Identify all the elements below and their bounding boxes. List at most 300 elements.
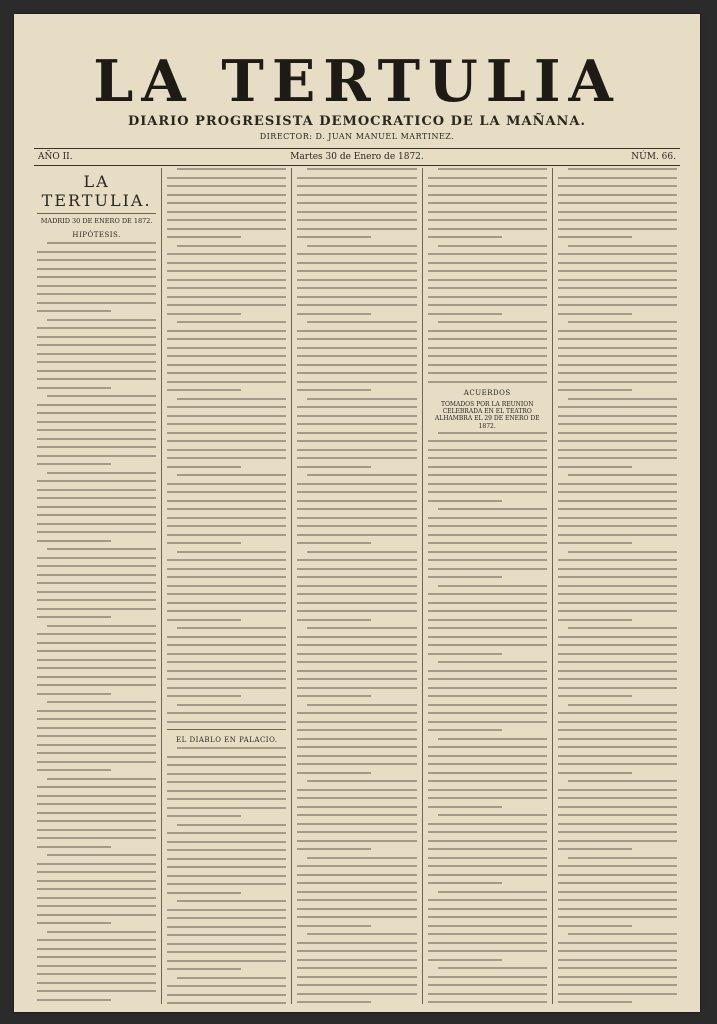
text-line: [167, 798, 286, 800]
text-line: [167, 687, 286, 689]
text-line: [428, 993, 547, 995]
column-4: [423, 168, 553, 1004]
text-line: [37, 642, 156, 644]
text-line: [307, 857, 416, 859]
text-line: [167, 491, 286, 493]
text-line: [37, 897, 156, 899]
text-line: [37, 888, 156, 890]
text-line: [428, 636, 547, 638]
text-line: [438, 321, 547, 323]
text-line: [167, 525, 286, 527]
text-line: [167, 712, 286, 714]
text-line: [167, 381, 286, 383]
text-line: [428, 483, 547, 485]
text-line: [37, 523, 156, 525]
text-line: [167, 364, 286, 366]
text-line: [558, 440, 677, 442]
text-line: [428, 372, 547, 374]
text-line: [428, 313, 502, 315]
text-line: [47, 548, 156, 550]
text-line: [37, 956, 156, 958]
text-line: [297, 670, 416, 672]
text-line: [167, 773, 286, 775]
text-line: [297, 491, 416, 493]
text-line: [428, 653, 502, 655]
text-line: [558, 797, 677, 799]
text-line: [428, 593, 547, 595]
text-line: [558, 746, 677, 748]
text-line: [47, 931, 156, 933]
text-line: [167, 253, 286, 255]
text-line: [167, 832, 286, 834]
text-line: [47, 472, 156, 474]
text-line: [428, 185, 547, 187]
text-line: [167, 432, 286, 434]
text-line: [297, 976, 416, 978]
text-line: [297, 253, 416, 255]
text-line: [558, 619, 632, 621]
text-line: [297, 916, 416, 918]
text-line: [558, 457, 677, 459]
text-line: [438, 585, 547, 587]
text-line: [438, 967, 547, 969]
text-line: [428, 381, 547, 383]
text-line: [428, 627, 547, 629]
text-line: [558, 763, 677, 765]
text-line: [167, 1002, 286, 1004]
text-line: [297, 797, 416, 799]
text-line: [428, 644, 547, 646]
text-line: [558, 670, 677, 672]
text-line: [167, 211, 286, 213]
text-line: [167, 406, 286, 408]
text-line: [428, 840, 547, 842]
text-line: [568, 168, 677, 170]
text-line: [558, 287, 677, 289]
text-line: [558, 296, 677, 298]
text-line: [558, 593, 677, 595]
text-line: [428, 466, 547, 468]
text-line: [37, 591, 156, 593]
text-line: [558, 449, 677, 451]
text-line: [297, 202, 416, 204]
text-line: [297, 789, 416, 791]
text-line: [297, 763, 416, 765]
text-line: [558, 891, 677, 893]
text-line: [37, 336, 156, 338]
text-line: [558, 772, 632, 774]
text-line: [297, 695, 371, 697]
text-line: [167, 678, 286, 680]
text-line: [37, 327, 156, 329]
text-line: [307, 627, 416, 629]
text-line: [37, 276, 156, 278]
text-line: [438, 508, 547, 510]
text-line: [37, 693, 111, 695]
text-line: [558, 678, 677, 680]
text-line: [558, 313, 632, 315]
text-line: [297, 279, 416, 281]
text-line: [297, 619, 371, 621]
text-line: [428, 347, 547, 349]
text-line: [558, 330, 677, 332]
text-line: [297, 687, 416, 689]
text-line: [167, 585, 286, 587]
text-line: [558, 882, 677, 884]
text-line: [167, 466, 241, 468]
text-line: [428, 525, 547, 527]
text-line: [297, 347, 416, 349]
text-line: [37, 820, 156, 822]
masthead-subtitle: DIARIO PROGRESISTA DEMOCRATICO DE LA MAÑANA.: [127, 114, 587, 129]
text-line: [167, 721, 286, 723]
text-line: [428, 602, 547, 604]
text-line: [37, 497, 156, 499]
text-line: [297, 389, 371, 391]
text-line: [568, 933, 677, 935]
text-line: [37, 982, 156, 984]
text-line: [37, 353, 156, 355]
text-line: [167, 372, 286, 374]
text-line: [428, 474, 547, 476]
text-line: [428, 925, 547, 927]
text-line: [47, 778, 156, 780]
text-line: [558, 211, 677, 213]
text-line: [428, 440, 547, 442]
text-line: [428, 695, 547, 697]
article-text: [428, 168, 547, 383]
text-line: [297, 925, 371, 927]
text-line: [167, 330, 286, 332]
text-line: [167, 355, 286, 357]
column-3: [292, 168, 422, 1004]
text-line: [558, 831, 677, 833]
text-line: [37, 684, 156, 686]
text-line: [37, 344, 156, 346]
text-line: [428, 619, 547, 621]
text-line: [37, 531, 156, 533]
text-line: [438, 891, 547, 893]
text-line: [37, 285, 156, 287]
text-line: [297, 959, 416, 961]
text-line: [37, 650, 156, 652]
text-line: [167, 934, 286, 936]
text-line: [428, 296, 547, 298]
text-line: [558, 687, 677, 689]
text-line: [297, 296, 416, 298]
text-line: [428, 670, 547, 672]
text-line: [297, 848, 371, 850]
text-line: [297, 593, 416, 595]
article-heading: EL DIABLO EN PALACIO.: [175, 736, 278, 744]
text-line: [37, 446, 156, 448]
text-line: [177, 474, 286, 476]
article-columns: [32, 168, 682, 1004]
text-line: [297, 967, 416, 969]
text-line: [558, 304, 677, 306]
text-line: [428, 763, 547, 765]
text-line: [167, 534, 286, 536]
text-line: [297, 891, 416, 893]
text-line: [297, 406, 416, 408]
text-line: [558, 568, 677, 570]
text-line: [297, 466, 371, 468]
text-line: [37, 455, 156, 457]
text-line: [428, 882, 502, 884]
text-line: [167, 866, 286, 868]
text-line: [167, 661, 286, 663]
text-line: [167, 943, 286, 945]
text-line: [428, 780, 547, 782]
text-line: [297, 262, 416, 264]
text-line: [568, 857, 677, 859]
text-line: [167, 593, 286, 595]
text-line: [37, 574, 156, 576]
text-line: [37, 973, 156, 975]
text-line: [428, 568, 547, 570]
text-line: [37, 310, 111, 312]
text-line: [37, 795, 156, 797]
text-line: [428, 551, 547, 553]
article-text: [558, 168, 677, 1004]
text-line: [297, 755, 416, 757]
text-line: [297, 440, 416, 442]
text-line: [167, 841, 286, 843]
text-line: [307, 474, 416, 476]
text-line: [37, 676, 156, 678]
text-line: [167, 653, 286, 655]
text-line: [167, 415, 286, 417]
text-line: [428, 500, 502, 502]
text-line: [558, 925, 632, 927]
text-line: [37, 582, 156, 584]
text-line: [297, 313, 371, 315]
text-line: [37, 786, 156, 788]
text-line: [428, 211, 547, 213]
text-line: [558, 423, 677, 425]
text-line: [558, 840, 677, 842]
text-line: [37, 506, 156, 508]
text-line: [428, 287, 547, 289]
text-line: [37, 965, 156, 967]
text-line: [428, 1001, 547, 1003]
text-line: [428, 712, 547, 714]
text-line: [167, 875, 286, 877]
text-line: [428, 449, 547, 451]
text-line: [297, 364, 416, 366]
text-line: [167, 313, 241, 315]
text-line: [167, 185, 286, 187]
text-line: [568, 780, 677, 782]
dateline-bar: [34, 148, 680, 166]
text-line: [568, 321, 677, 323]
issue-date: Martes 30 de Enero de 1872.: [290, 152, 424, 162]
text-line: [558, 236, 632, 238]
text-line: [297, 457, 416, 459]
text-line: [37, 599, 156, 601]
text-line: [297, 559, 416, 561]
text-line: [297, 806, 416, 808]
text-line: [297, 432, 416, 434]
text-line: [297, 678, 416, 680]
text-line: [167, 440, 286, 442]
divider: [167, 729, 286, 730]
text-line: [558, 602, 677, 604]
text-line: [297, 644, 416, 646]
text-line: [167, 892, 241, 894]
text-line: [167, 807, 286, 809]
text-line: [297, 823, 416, 825]
text-line: [167, 389, 241, 391]
issue-number: NÚM. 66.: [631, 152, 676, 162]
text-line: [297, 423, 416, 425]
text-line: [558, 976, 677, 978]
text-line: [167, 279, 286, 281]
text-line: [167, 202, 286, 204]
text-line: [37, 421, 156, 423]
text-line: [558, 738, 677, 740]
text-line: [167, 619, 241, 621]
text-line: [558, 262, 677, 264]
text-line: [297, 338, 416, 340]
text-line: [167, 177, 286, 179]
text-line: [167, 576, 286, 578]
text-line: [558, 347, 677, 349]
text-line: [297, 576, 416, 578]
text-line: [558, 279, 677, 281]
text-line: [558, 967, 677, 969]
text-line: [428, 848, 547, 850]
text-line: [558, 865, 677, 867]
text-line: [307, 168, 416, 170]
text-line: [297, 534, 416, 536]
text-line: [428, 559, 547, 561]
text-line: [558, 585, 677, 587]
column-1: [32, 168, 162, 1004]
text-line: [428, 177, 547, 179]
text-line: [297, 636, 416, 638]
text-line: [558, 806, 677, 808]
text-line: [558, 219, 677, 221]
newspaper-page: [14, 14, 700, 1012]
text-line: [558, 653, 677, 655]
text-line: [297, 381, 416, 383]
text-line: [37, 616, 111, 618]
text-line: [558, 177, 677, 179]
masthead-title: LA TERTULIA: [93, 48, 621, 115]
column-title: LA TERTULIA.: [37, 172, 156, 214]
text-line: [558, 338, 677, 340]
text-line: [167, 296, 286, 298]
text-line: [297, 738, 416, 740]
text-line: [438, 814, 547, 816]
text-line: [167, 194, 286, 196]
text-line: [37, 735, 156, 737]
text-line: [47, 625, 156, 627]
text-line: [558, 959, 677, 961]
text-line: [37, 812, 156, 814]
text-line: [47, 395, 156, 397]
text-line: [428, 984, 547, 986]
text-line: [307, 704, 416, 706]
text-line: [438, 168, 547, 170]
text-line: [558, 950, 677, 952]
text-line: [167, 483, 286, 485]
text-line: [37, 948, 156, 950]
text-line: [297, 177, 416, 179]
text-line: [297, 874, 416, 876]
text-line: [558, 491, 677, 493]
text-line: [37, 999, 111, 1001]
text-line: [297, 194, 416, 196]
text-line: [167, 926, 286, 928]
text-line: [297, 211, 416, 213]
text-line: [428, 338, 547, 340]
text-line: [428, 194, 547, 196]
text-line: [37, 761, 156, 763]
text-line: [37, 837, 156, 839]
text-line: [167, 960, 286, 962]
text-line: [37, 251, 156, 253]
text-line: [37, 922, 111, 924]
text-line: [558, 355, 677, 357]
text-line: [177, 398, 286, 400]
text-line: [37, 744, 156, 746]
text-line: [438, 432, 547, 434]
text-line: [428, 253, 547, 255]
text-line: [167, 951, 286, 953]
text-line: [297, 610, 416, 612]
text-line: [297, 602, 416, 604]
text-line: [37, 829, 156, 831]
text-line: [558, 534, 677, 536]
text-line: [428, 908, 547, 910]
text-line: [307, 245, 416, 247]
text-line: [428, 364, 547, 366]
text-line: [428, 457, 547, 459]
text-line: [297, 942, 416, 944]
text-line: [37, 404, 156, 406]
text-line: [297, 483, 416, 485]
text-line: [568, 398, 677, 400]
text-line: [428, 729, 502, 731]
text-line: [438, 245, 547, 247]
text-line: [568, 474, 677, 476]
text-line: [167, 968, 241, 970]
text-line: [167, 338, 286, 340]
text-line: [297, 508, 416, 510]
text-line: [37, 302, 156, 304]
text-line: [558, 517, 677, 519]
text-line: [568, 551, 677, 553]
article-text: [428, 432, 547, 1004]
text-line: [297, 219, 416, 221]
text-line: [37, 846, 111, 848]
text-line: [297, 517, 416, 519]
text-line: [177, 704, 286, 706]
article-text: [297, 168, 416, 1004]
text-line: [167, 449, 286, 451]
text-line: [37, 489, 156, 491]
text-line: [47, 854, 156, 856]
text-line: [37, 370, 156, 372]
text-line: [167, 236, 241, 238]
text-line: [37, 514, 156, 516]
text-line: [167, 790, 286, 792]
text-line: [558, 755, 677, 757]
resolutions-subheading: TOMADOS POR LA REUNION CELEBRADA EN EL TEATRO ALHAMBRA EL 29 DE ENERO DE 1872.: [434, 401, 540, 430]
text-line: [428, 823, 547, 825]
